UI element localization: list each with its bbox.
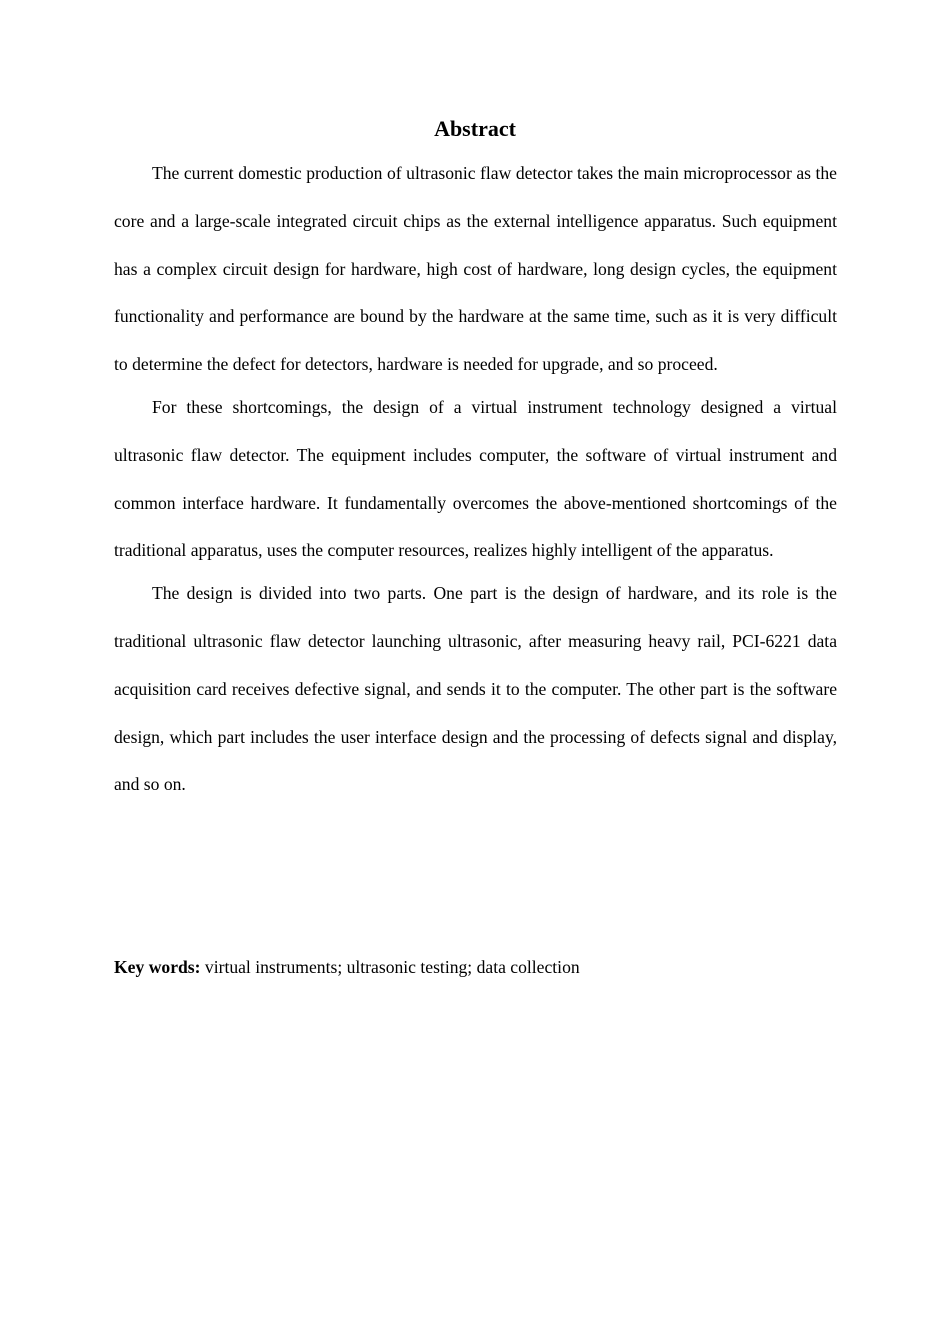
keywords-line [114, 952, 837, 982]
abstract-body [114, 150, 837, 804]
abstract-paragraph-3: The design is divided into two parts. One part is the design of hardware, and its role is the traditional ultrasonic flaw detector launching ultrasonic, after measuring heavy rail, PCI-6221 data acquisition card receives defective signal, and sends it to the computer. The other part is the software design, which part includes the user interface design and the processing of defects signal and display, and so on. [114, 583, 837, 795]
abstract-paragraph-1: The current domestic production of ultrasonic flaw detector takes the main microprocessor as the core and a large-scale integrated circuit chips as the external intelligence apparatus. Such equipment has a complex circuit design for hardware, high cost of hardware, long design cycles, the equipment functionality and performance are bound by the hardware at the same time, such as it is very difficult to determine the defect for detectors, hardware is needed for upgrade, and so proceed. [114, 163, 837, 375]
abstract-paragraph-2: For these shortcomings, the design of a virtual instrument technology designed a virtual ultrasonic flaw detector. The equipment includes computer, the software of virtual instrument and common interface hardware. It fundamentally overcomes the above-mentioned shortcomings of the traditional apparatus, uses the computer resources, realizes highly intelligent of the apparatus. [114, 396, 837, 561]
page-title: Abstract [434, 116, 516, 141]
keywords-text: virtual instruments; ultrasonic testing; data collection [200, 957, 580, 977]
keywords-label: Key words: [114, 957, 201, 977]
